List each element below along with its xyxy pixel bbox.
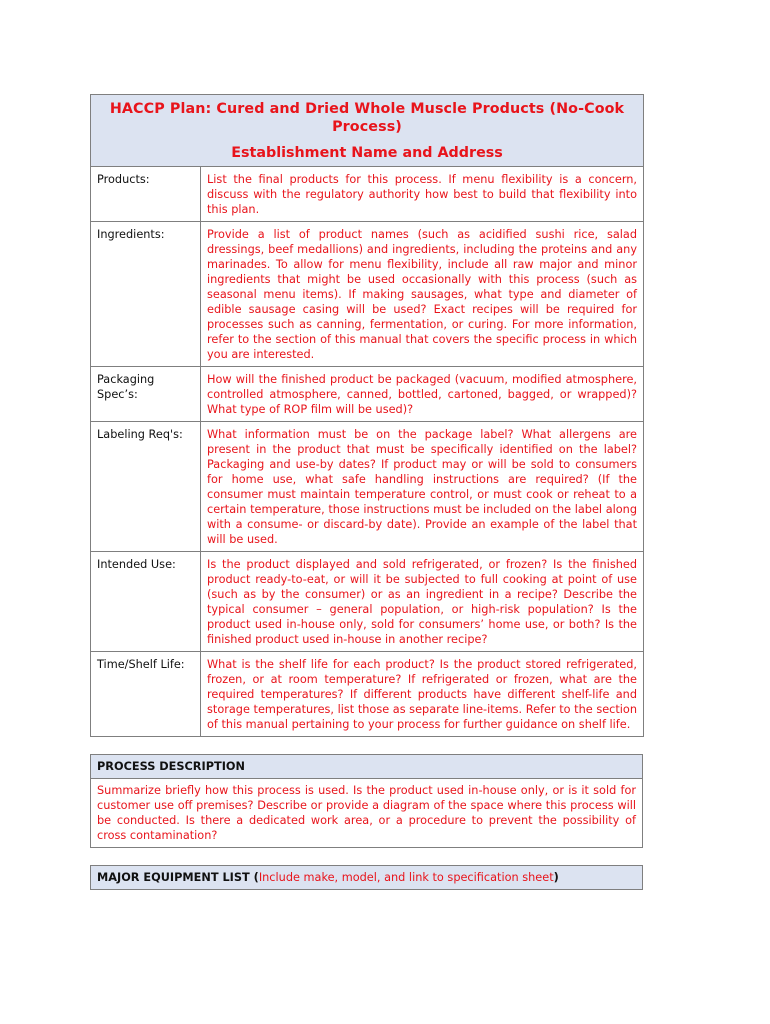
products-label: Products: xyxy=(91,167,201,222)
equipment-close-paren: ) xyxy=(553,871,559,884)
labeling-label: Labeling Req's: xyxy=(91,422,201,552)
haccp-plan-form xyxy=(90,94,643,890)
equipment-note: Include make, model, and link to specification sheet xyxy=(258,871,554,884)
intended-use-label: Intended Use: xyxy=(91,552,201,652)
process-description-text: Summarize briefly how this process is used. Is the product used in-house only, or is it sold for customer use off premises? Describe or provide a diagram of the space where this process will be conducted. Is there a dedicated work area, or a procedure to prevent the possibility of cross contamination? xyxy=(91,779,643,848)
equipment-section xyxy=(90,865,643,890)
process-description-body-row xyxy=(91,779,643,848)
ingredients-value: Provide a list of product names (such as acidified sushi rice, salad dressings, beef medallions) and ingredients, including the proteins and any marinades. To allow for menu flexibility, include all raw major and minor ingredients that might be used occasionally with this process (such as seasonal menu items). If making sausages, what type and diameter of edible sausage casing will be used? Exact recipes will be required for processes such as canning, fermentation, or curing. For more information, refer to the section of this manual that covers the specific process in which you are interested. xyxy=(201,222,644,367)
equipment-open-paren: ( xyxy=(249,871,259,884)
header-row xyxy=(91,95,644,167)
header-cell xyxy=(91,95,644,167)
equipment-header-row xyxy=(91,866,643,890)
labeling-value: What information must be on the package label? What allergens are present in the product that must be specifically identified on the label? Packaging and use-by dates? If product may or will be sold to consumers for home use, what safe handling instructions are required? (If the consumer must maintain temperature control, or must cook or reheat to a certain temperature, those instructions must be included on the label along with a consume- or discard-by date). Provide an example of the label that will be used. xyxy=(201,422,644,552)
equipment-header-cell xyxy=(91,866,643,890)
ingredients-row xyxy=(91,222,644,367)
equipment-table xyxy=(90,865,643,890)
packaging-value: How will the finished product be packaged (vacuum, modified atmosphere, controlled atmosphere, canned, bottled, cartoned, bagged, or wrapped)? What type of ROP film will be used)? xyxy=(201,367,644,422)
labeling-row xyxy=(91,422,644,552)
intended-use-value: Is the product displayed and sold refrigerated, or frozen? Is the finished product ready-to-eat, or will it be subjected to full cooking at point of use (such as by the consumer) or as an ingredient in a recipe? Describe the typical consumer – general population, or high-risk population? Is the product used in-house only, sold for consumers’ home use, or both? Is the finished product used in-house in another recipe? xyxy=(201,552,644,652)
plan-title: HACCP Plan: Cured and Dried Whole Muscle Products (No-Cook Process) xyxy=(109,101,625,135)
process-description-heading: PROCESS DESCRIPTION xyxy=(91,755,643,779)
shelf-life-label: Time/Shelf Life: xyxy=(91,652,201,737)
products-value: List the final products for this process. If menu flexibility is a concern, discuss with the regulatory authority how best to build that flexibility into this plan. xyxy=(201,167,644,222)
packaging-row xyxy=(91,367,644,422)
establishment-name-address: Establishment Name and Address xyxy=(231,145,503,161)
plan-table xyxy=(90,94,644,737)
ingredients-label: Ingredients: xyxy=(91,222,201,367)
packaging-label: Packaging Spec’s: xyxy=(91,367,201,422)
shelf-life-row xyxy=(91,652,644,737)
process-description-header-row xyxy=(91,755,643,779)
shelf-life-value: What is the shelf life for each product? Is the product stored refrigerated, frozen, or at room temperature? If refrigerated or frozen, what are the required temperatures? If different products have different shelf-life and storage temperatures, list those as separate line-items. Refer to the section of this manual pertaining to your process for further guidance on shelf life. xyxy=(201,652,644,737)
process-description-section xyxy=(90,754,643,848)
products-row xyxy=(91,167,644,222)
process-description-table xyxy=(90,754,643,848)
equipment-heading: MAJOR EQUIPMENT LIST xyxy=(97,871,250,884)
intended-use-row xyxy=(91,552,644,652)
